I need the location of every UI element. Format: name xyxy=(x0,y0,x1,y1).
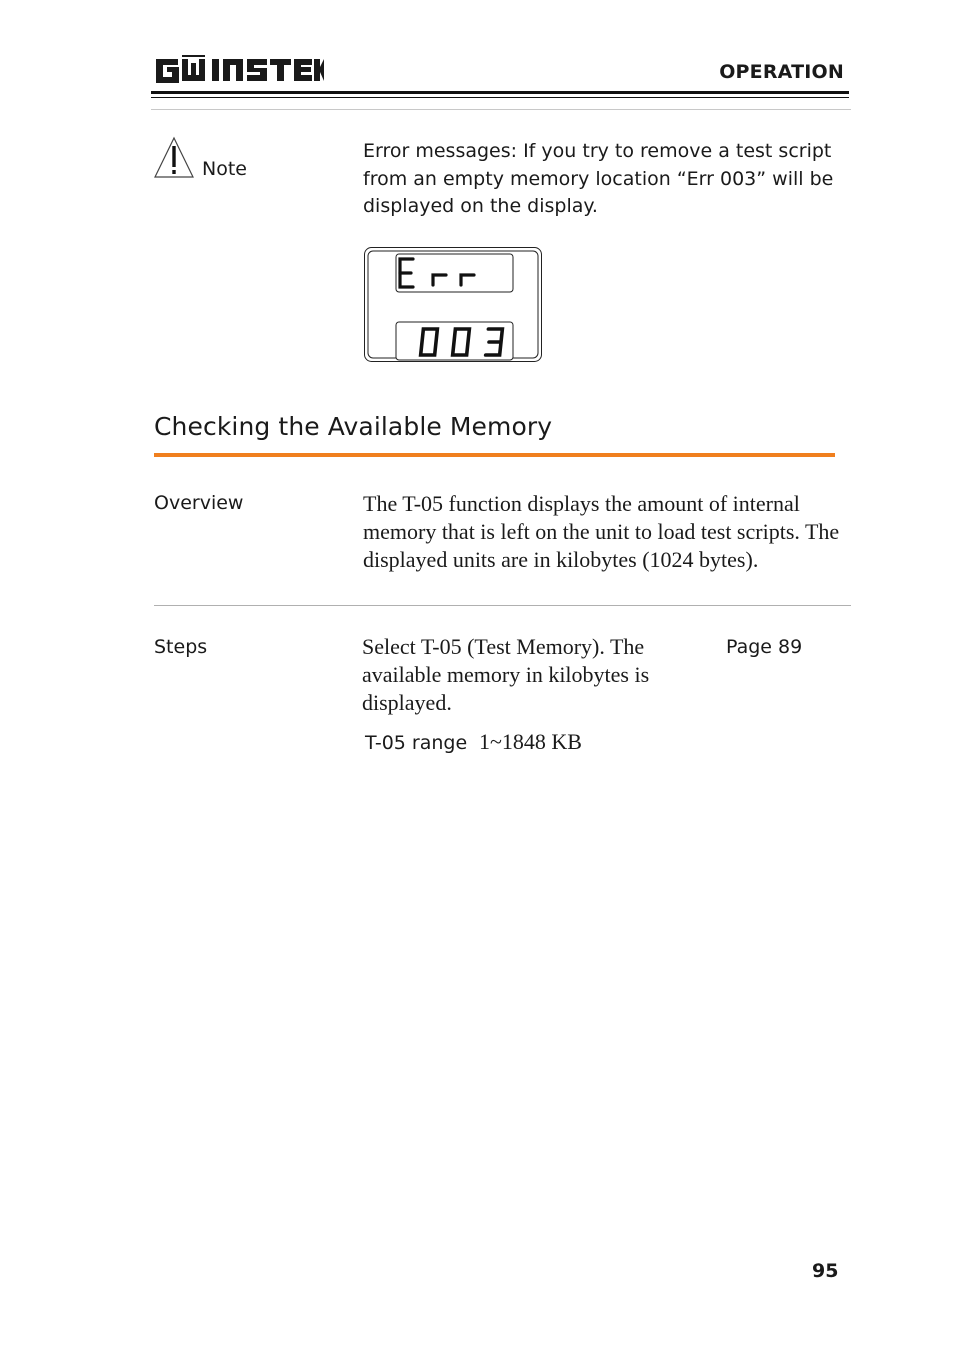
note-text: Error messages: If you try to remove a test script from an empty memory location “Err 003” will be displayed on the display. xyxy=(363,140,834,217)
header-rule-light xyxy=(151,109,851,110)
steps-label: Steps xyxy=(154,636,208,658)
gw-instek-logo xyxy=(154,55,324,85)
range-value: 1~1848 KB xyxy=(479,729,582,754)
header-rule-thin xyxy=(151,97,849,98)
lcd-display xyxy=(364,247,542,362)
divider xyxy=(154,605,851,606)
overview-label: Overview xyxy=(154,492,244,514)
section-rule xyxy=(154,453,835,457)
header-rule xyxy=(151,91,849,94)
section-label: OPERATION xyxy=(719,61,844,83)
range-label: T-05 range xyxy=(365,732,468,754)
page-number: 95 xyxy=(812,1260,839,1282)
warning-icon xyxy=(153,136,195,180)
overview-text: The T-05 function displays the amount of internal memory that is left on the unit to load test scripts. The displayed units are in kilobytes (1024 bytes). xyxy=(363,491,840,572)
page-reference-link[interactable]: Page 89 xyxy=(726,636,803,658)
section-title: Checking the Available Memory xyxy=(154,412,553,441)
steps-text: Select T-05 (Test Memory). The available memory in kilobytes is displayed. xyxy=(362,634,650,715)
note-label: Note xyxy=(202,158,247,180)
